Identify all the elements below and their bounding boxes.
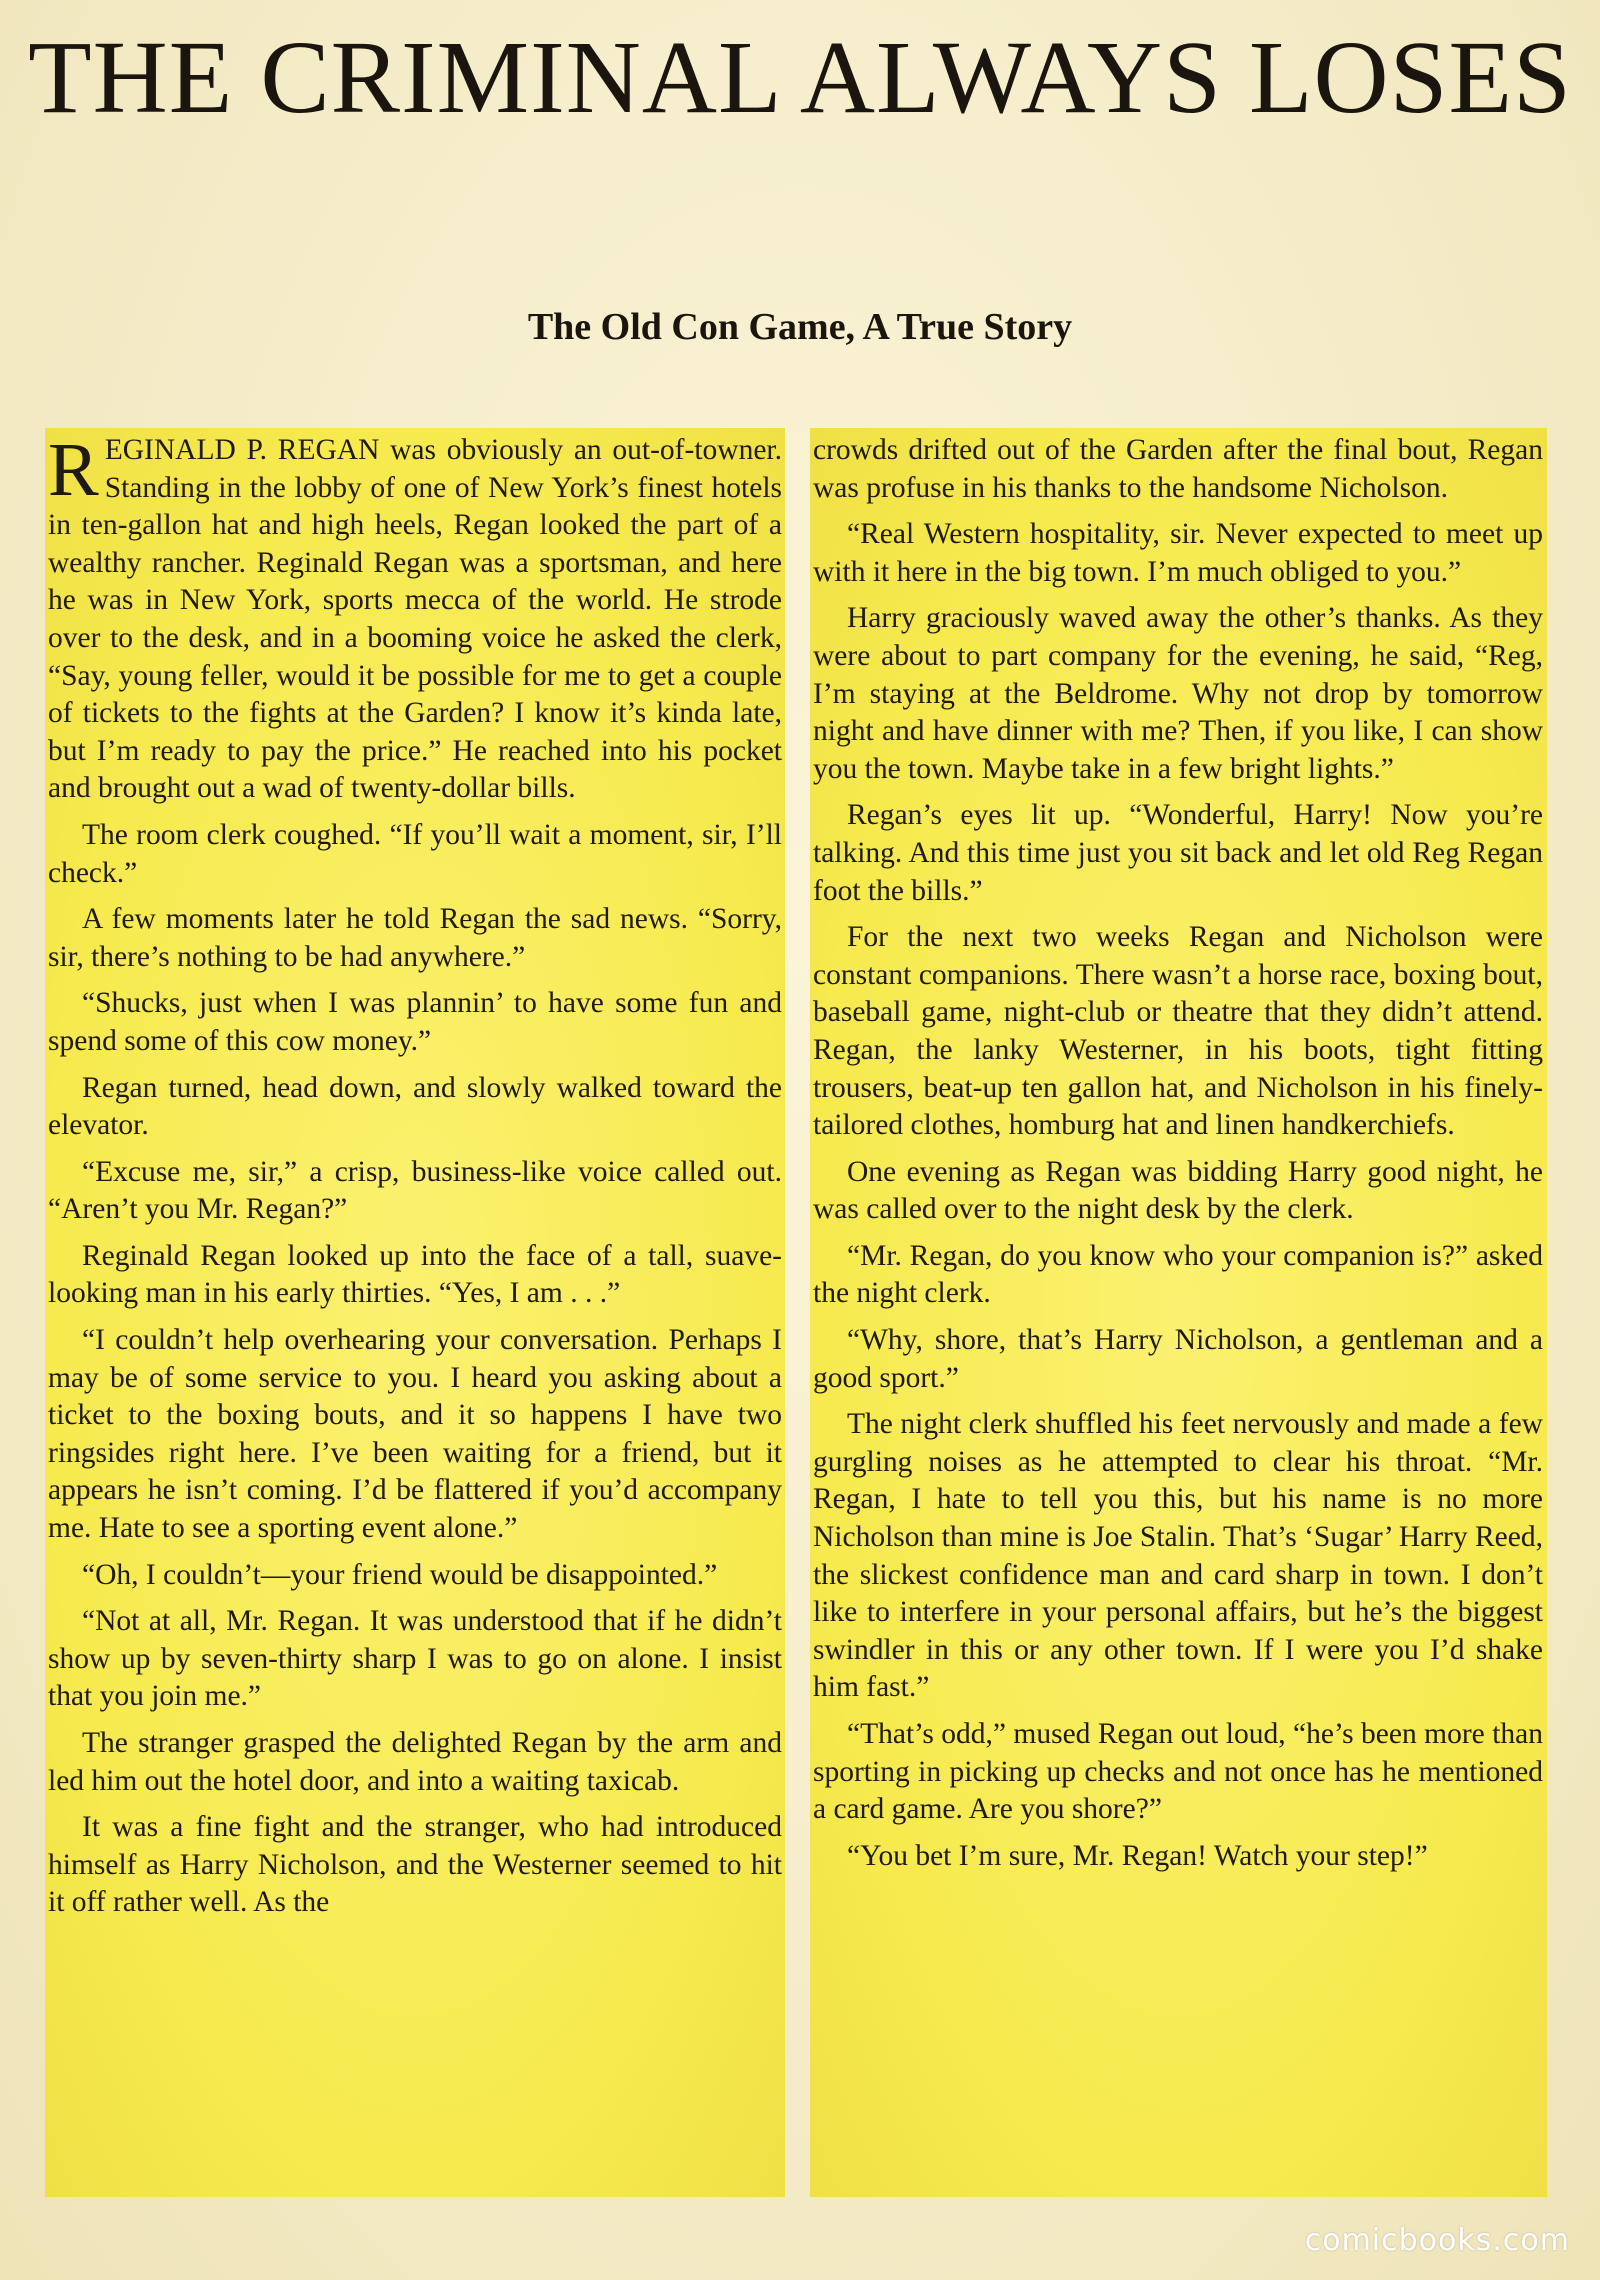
paragraph: One evening as Regan was bidding Harry good night, he was called over to the night desk by the clerk. [813,1155,1543,1226]
page-title: THE CRIMINAL ALWAYS LOSES [28,20,1572,135]
paragraph: Regan’s eyes lit up. “Wonderful, Harry! Now you’re talking. And this time just you sit back and let old Reg Regan foot the bills.” [813,799,1543,907]
paragraph: Reginald Regan looked up into the face of a tall, suave-looking man in his early thirties. “Yes, I am . . .” [48,1239,782,1310]
paragraph: The night clerk shuffled his feet nervously and made a few gurgling noises as he attempted to clear his throat. “Mr. Regan, I hate to tell you this, but his name is no more Nicholson than mine is Joe Stalin. That’s ‘Sugar’ Harry Reed, the slickest confidence man and card sharp in town. I don’t like to interfere in your personal affairs, but he’s the biggest swindler in this or any other town. If I were you I’d shake him fast.” [813,1408,1543,1704]
paragraph: “Oh, I couldn’t—your friend would be disappointed.” [82,1558,718,1591]
paragraph: Regan turned, head down, and slowly walked toward the elevator. [48,1071,782,1142]
page-subtitle: The Old Con Game, A True Story [527,306,1073,348]
paragraph: “That’s odd,” mused Regan out loud, “he’s been more than sporting in picking up checks and not once has he mentioned a card game. Are you shore?” [813,1718,1543,1826]
paragraph: “Real Western hospitality, sir. Never expected to meet up with it here in the big town. I’m much obliged to you.” [813,518,1543,588]
paragraph: A few moments later he told Regan the sad news. “Sorry, sir, there’s nothing to be had anywhere.” [48,903,782,973]
paragraph: “Shucks, just when I was plannin’ to have some fun and spend some of this cow money.” [48,987,782,1057]
paragraph: “Why, shore, that’s Harry Nicholson, a gentleman and a good sport.” [813,1324,1543,1394]
paragraph: It was a fine fight and the stranger, who had introduced himself as Harry Nicholson, and the Westerner seemed to hit it off rather well. As the [48,1811,782,1919]
site-watermark: comicbooks.com [1304,2223,1570,2258]
paragraph: The stranger grasped the delighted Regan by the arm and led him out the hotel door, and into a waiting taxicab. [48,1727,782,1797]
right-column [813,432,1543,1884]
paragraph: Harry graciously waved away the other’s thanks. As they were about to part company for the evening, he said, “Reg, I’m staying at the Beldrome. Why not drop by tomorrow night and have dinner with me? Then, if you like, I can show you the town. Maybe take in a few bright lights.” [813,602,1543,785]
paragraph: For the next two weeks Regan and Nicholson were constant companions. There wasn’t a horse race, boxing bout, baseball game, night-club or theatre that they didn’t attend. Regan, the lanky Westerner, in his boots, tight fitting trousers, beat-up ten gallon hat, and Nicholson in his finely-tailored clothes, homburg hat and linen handkerchiefs. [813,921,1543,1142]
opening-paragraph-text: EGINALD P. REGAN was obviously an out-of-towner. Standing in the lobby of one of New York’s finest hotels in ten-gallon hat and high heels, Regan looked the part of a wealthy rancher. Reginald Regan was a sportsman, and here he was in New York, sports mecca of the world. He strode over to the desk, and in a booming voice he asked the clerk, “Say, young feller, would it be possible for me to get a couple of tickets to the fights at the Garden? I know it’s kinda late, but I’m ready to pay the price.” He reached into his pocket and brought out a wad of twenty-dollar bills. [48,434,782,805]
paragraph: “I couldn’t help overhearing your conversation. Perhaps I may be of some service to you. I heard you asking about a ticket to the boxing bouts, and it so happens I have two ringsides right here. I’ve been waiting for a friend, but it appears he isn’t coming. I’d be flattered if you’d accompany me. Hate to see a sporting event alone.” [48,1324,782,1545]
paragraph: “Mr. Regan, do you know who your companion is?” asked the night clerk. [813,1239,1543,1310]
continued-paragraph: crowds drifted out of the Garden after the final bout, Regan was profuse in his thanks to the handsome Nicholson. [813,434,1543,504]
opening-paragraph [48,428,782,808]
paragraph: “Not at all, Mr. Regan. It was understood that if he didn’t show up by seven-thirty sharp I was to go on alone. I insist that you join me.” [48,1605,782,1713]
paragraph: “You bet I’m sure, Mr. Regan! Watch your step!” [847,1839,1428,1872]
paragraph: “Excuse me, sir,” a crisp, business-like voice called out. “Aren’t you Mr. Regan?” [48,1155,782,1226]
drop-cap: R [48,428,99,512]
left-column [48,428,782,1931]
paragraph: The room clerk coughed. “If you’ll wait a moment, sir, I’ll check.” [48,818,782,889]
